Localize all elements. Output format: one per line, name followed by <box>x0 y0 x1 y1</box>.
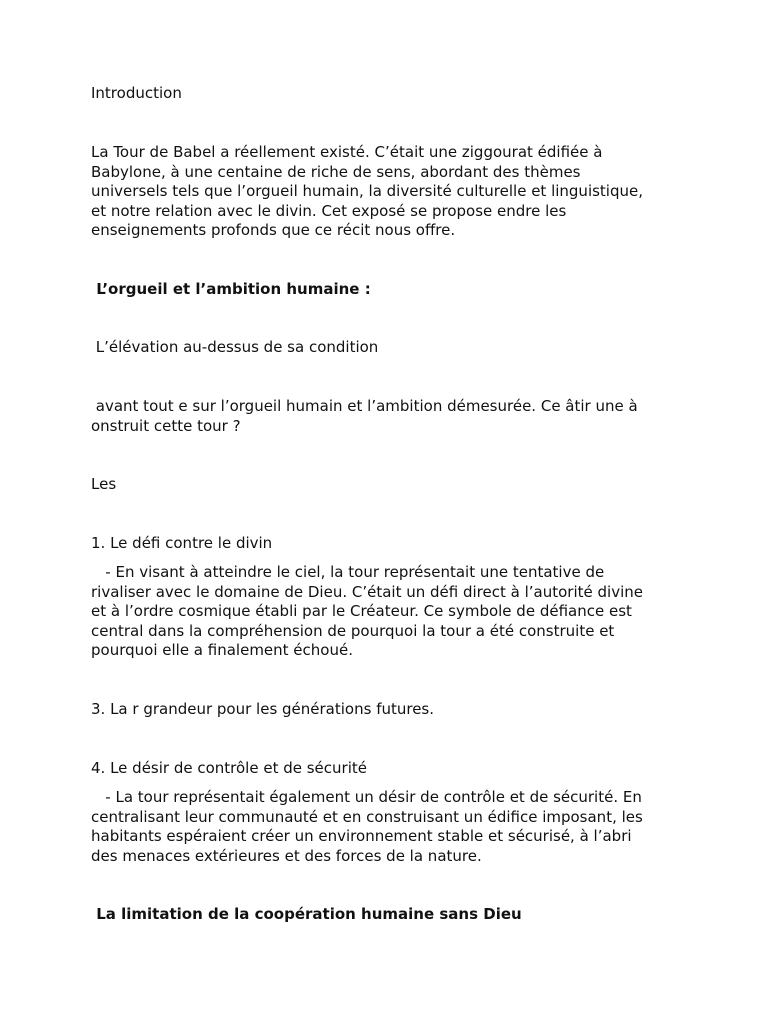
intro-line: Babylone, à une centaine de riche de sens, abordant des thèmes <box>91 162 581 181</box>
section-heading-cooperation: La limitation de la coopération humaine sans Dieu <box>91 905 522 923</box>
intro-paragraph <box>91 143 671 241</box>
item4-line: centralisant leur communauté et en construisant un édifice imposant, les <box>91 807 643 826</box>
les-label: Les <box>91 475 117 493</box>
intro-line: et notre relation avec le divin. Cet exposé se propose endre les <box>91 201 567 220</box>
item4-paragraph <box>91 788 671 866</box>
item4-line: - La tour représentait également un désir de contrôle et de sécurité. En <box>91 788 642 806</box>
intro-line: universels tels que l’orgueil humain, la diversité culturelle et linguistique, <box>91 182 643 201</box>
ambition-paragraph <box>91 397 671 436</box>
intro-line: La Tour de Babel a réellement existé. C’était une ziggourat édifiée à <box>91 143 603 161</box>
item1-line: - En visant à atteindre le ciel, la tour représentait une tentative de <box>91 563 605 581</box>
item1-line: et à l’ordre cosmique établi par le Créateur. Ce symbole de défiance est <box>91 602 632 621</box>
ambition-line: avant tout e sur l’orgueil humain et l’ambition démesurée. Ce âtir une à <box>91 397 638 415</box>
item1-title: 1. Le défi contre le divin <box>91 534 273 552</box>
item4-title: 4. Le désir de contrôle et de sécurité <box>91 759 367 777</box>
intro-heading: Introduction <box>91 84 182 102</box>
item4-line: des menaces extérieures et des forces de la nature. <box>91 846 482 865</box>
subheading-elevation: L’élévation au-dessus de sa condition <box>91 338 379 356</box>
section-heading-orgueil: L’orgueil et l’ambition humaine : <box>91 280 371 298</box>
item1-line: pourquoi elle a finalement échoué. <box>91 641 353 660</box>
item3-title: 3. La r grandeur pour les générations futures. <box>91 700 435 718</box>
item1-paragraph <box>91 563 671 661</box>
intro-line: enseignements profonds que ce récit nous offre. <box>91 221 456 240</box>
item1-line: central dans la compréhension de pourquoi la tour a été construite et <box>91 621 615 640</box>
item1-line: rivaliser avec le domaine de Dieu. C’était un défi direct à l’autorité divine <box>91 582 643 601</box>
ambition-line: onstruit cette tour ? <box>91 416 241 435</box>
item4-line: habitants espéraient créer un environnement stable et sécurisé, à l’abri <box>91 827 632 846</box>
